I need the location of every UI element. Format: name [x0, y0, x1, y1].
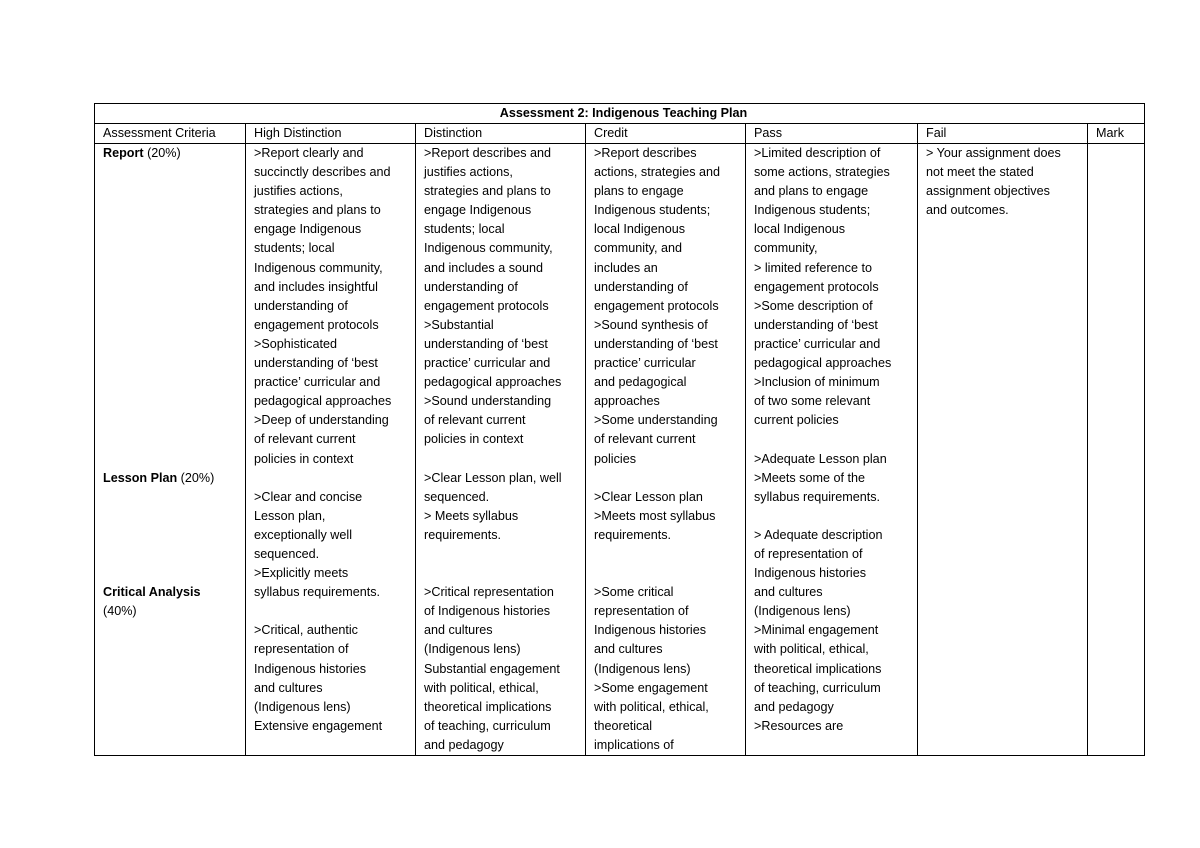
cell-text-line: Indigenous students; [754, 203, 871, 218]
cell-text-line: policies [594, 451, 636, 466]
cell-text-line: of relevant current [254, 432, 356, 447]
table-title: Assessment 2: Indigenous Teaching Plan [95, 104, 1145, 124]
cell-text-line: exceptionally well [254, 527, 353, 542]
cell-text-line: and pedagogy [754, 699, 834, 714]
cell-text-line: and cultures [594, 642, 663, 657]
cell-text-line: strategies and plans to [254, 203, 381, 218]
cell-text-line [754, 430, 917, 449]
header-distinction: Distinction [416, 124, 586, 144]
header-pass: Pass [746, 124, 918, 144]
criteria-cell [95, 144, 246, 756]
cell-text-line: of relevant current [594, 432, 696, 447]
cell-text-line: sequenced. [424, 489, 490, 504]
cell-text-line: > Your assignment does [926, 146, 1061, 160]
cell-text-line: and pedagogy [424, 737, 504, 752]
distinction-cell [416, 144, 586, 756]
cell-text-line: with political, ethical, [594, 699, 709, 714]
cell-text-line: >Clear Lesson plan [594, 489, 703, 504]
cell-text-line: engage Indigenous [424, 203, 532, 218]
cell-text-line: Indigenous histories [754, 566, 867, 581]
header-credit: Credit [586, 124, 746, 144]
criterion-name: Critical Analysis [103, 585, 201, 600]
cell-text-line: and plans to engage [754, 184, 869, 199]
cell-text-line: (Indigenous lens) [754, 604, 851, 619]
cell-text-line: engagement protocols [424, 298, 549, 313]
cell-text-line: policies in context [254, 451, 354, 466]
criterion-lesson-plan [103, 469, 245, 488]
cell-text-line [594, 564, 745, 583]
cell-text-line: not meet the stated [926, 165, 1034, 180]
cell-text-line: of two some relevant [754, 394, 871, 409]
cell-text-line: sequenced. [254, 546, 320, 561]
cell-text-line: of representation of [754, 546, 863, 561]
cell-text-line: requirements. [594, 527, 671, 542]
cell-text-line: and outcomes. [926, 203, 1009, 218]
cell-text-line: understanding of [424, 279, 518, 294]
header-mark: Mark [1088, 124, 1145, 144]
cell-text-line: succinctly describes and [254, 165, 391, 180]
criterion-critical-analysis [103, 583, 245, 621]
cell-text-line: implications of [594, 737, 674, 752]
cell-text-line: understanding of ‘best [424, 336, 548, 351]
cell-text-line: >Limited description of [754, 146, 881, 160]
cell-text-line: pedagogical approaches [424, 375, 562, 390]
cell-text-line: >Some engagement [594, 680, 708, 695]
cell-text-line: representation of [594, 604, 689, 619]
cell-text-line: and cultures [424, 623, 493, 638]
cell-text-line: >Explicitly meets [254, 566, 349, 581]
cell-text-line: requirements. [424, 527, 501, 542]
cell-text-line: students; local [254, 241, 335, 256]
cell-text-line [424, 564, 585, 583]
cell-text-line: and pedagogical [594, 375, 687, 390]
cell-text-line: community, [754, 241, 818, 256]
cell-text-line [594, 545, 745, 564]
cell-text-line: actions, strategies and [594, 165, 721, 180]
cell-text-line: Indigenous community, [424, 241, 553, 256]
cell-text-line: > Meets syllabus [424, 508, 519, 523]
fail-cell [918, 144, 1088, 756]
cell-text-line: understanding of [594, 279, 688, 294]
cell-text-line: representation of [254, 642, 349, 657]
rubric-body-row [95, 144, 1145, 756]
cell-text-line: >Adequate Lesson plan [754, 451, 887, 466]
cell-text-line: understanding of ‘best [594, 336, 718, 351]
cell-text-line: >Some understanding [594, 413, 718, 428]
cell-text-line: >Minimal engagement [754, 623, 879, 638]
cell-text-line: understanding of ‘best [754, 317, 878, 332]
cell-text-line: community, and [594, 241, 682, 256]
cell-text-line: (Indigenous lens) [424, 642, 521, 657]
cell-text-line: current policies [754, 413, 839, 428]
cell-text-line: >Some description of [754, 298, 873, 313]
cell-text-line: engage Indigenous [254, 222, 362, 237]
cell-text-line [754, 507, 917, 526]
cell-text-line: >Substantial [424, 317, 494, 332]
cell-text-line: Substantial engagement [424, 661, 560, 676]
cell-text-line: assignment objectives [926, 184, 1050, 199]
cell-text-line: >Report clearly and [254, 146, 364, 160]
cell-text-line: understanding of ‘best [254, 356, 378, 371]
cell-text-line: justifies actions, [424, 165, 513, 180]
cell-text-line: syllabus requirements. [754, 489, 880, 504]
cell-text-line: justifies actions, [254, 184, 343, 199]
cell-text-line: local Indigenous [594, 222, 686, 237]
cell-text-line: (Indigenous lens) [254, 699, 351, 714]
cell-text-line: of teaching, curriculum [754, 680, 881, 695]
rubric-table [94, 103, 1145, 756]
cell-text-line: > Adequate description [754, 527, 883, 542]
cell-text-line: practice’ curricular [594, 356, 696, 371]
cell-text-line [424, 545, 585, 564]
cell-text-line: Indigenous community, [254, 260, 383, 275]
cell-text-line: of teaching, curriculum [424, 718, 551, 733]
header-row [95, 124, 1145, 144]
cell-text-line: theoretical [594, 718, 653, 733]
criterion-weight: (20%) [177, 470, 215, 485]
cell-text-line: >Critical, authentic [254, 623, 358, 638]
cell-text-line: local Indigenous [754, 222, 846, 237]
cell-text-line: Indigenous students; [594, 203, 711, 218]
cell-text-line: and includes insightful [254, 279, 378, 294]
cell-text-line: plans to engage [594, 184, 684, 199]
title-row [95, 104, 1145, 124]
header-high-distinction: High Distinction [246, 124, 416, 144]
cell-text-line: policies in context [424, 432, 524, 447]
criterion-name: Lesson Plan [103, 470, 178, 485]
cell-text-line: engagement protocols [254, 317, 379, 332]
cell-text-line [254, 602, 415, 621]
criterion-weight: (40%) [103, 604, 137, 619]
cell-text-line: >Sound understanding [424, 394, 552, 409]
header-assessment-criteria: Assessment Criteria [95, 124, 246, 144]
cell-text-line: and includes a sound [424, 260, 544, 275]
cell-text-line: understanding of [254, 298, 348, 313]
cell-text-line: >Sophisticated [254, 336, 337, 351]
cell-text-line: >Inclusion of minimum [754, 375, 880, 390]
cell-text-line: students; local [424, 222, 505, 237]
cell-text-line: Extensive engagement [254, 718, 383, 733]
cell-text-line: >Report describes and [424, 146, 552, 160]
header-fail: Fail [918, 124, 1088, 144]
cell-text-line: of Indigenous histories [424, 604, 551, 619]
cell-text-line: >Sound synthesis of [594, 317, 708, 332]
pass-cell [746, 144, 918, 756]
cell-text-line: >Meets some of the [754, 470, 865, 485]
criterion-report [103, 144, 245, 163]
cell-text-line: syllabus requirements. [254, 585, 380, 600]
cell-text-line: Lesson plan, [254, 508, 326, 523]
cell-text-line: practice’ curricular and [254, 375, 381, 390]
cell-text-line: includes an [594, 260, 658, 275]
cell-text-line: engagement protocols [754, 279, 879, 294]
cell-text-line: strategies and plans to [424, 184, 551, 199]
cell-text-line: theoretical implications [754, 661, 882, 676]
cell-text-line: pedagogical approaches [754, 356, 892, 371]
cell-text-line: theoretical implications [424, 699, 552, 714]
cell-text-line: engagement protocols [594, 298, 719, 313]
cell-text-line: and cultures [754, 585, 823, 600]
cell-text-line: with political, ethical, [754, 642, 869, 657]
credit-cell [586, 144, 746, 756]
cell-text-line: with political, ethical, [424, 680, 539, 695]
cell-text-line: >Resources are [754, 718, 844, 733]
cell-text-line: >Clear and concise [254, 489, 363, 504]
criterion-weight: (20%) [143, 146, 181, 160]
cell-text-line: some actions, strategies [754, 165, 890, 180]
cell-text-line: Indigenous histories [594, 623, 707, 638]
cell-text-line: >Critical representation [424, 585, 554, 600]
cell-text-line: >Some critical [594, 585, 674, 600]
cell-text-line: pedagogical approaches [254, 394, 392, 409]
cell-text-line: >Meets most syllabus [594, 508, 716, 523]
cell-text-line [594, 469, 745, 488]
cell-text-line: (Indigenous lens) [594, 661, 691, 676]
cell-text-line: practice’ curricular and [754, 336, 881, 351]
cell-text-line: >Deep of understanding [254, 413, 389, 428]
cell-text-line: practice’ curricular and [424, 356, 551, 371]
cell-text-line: >Clear Lesson plan, well [424, 470, 562, 485]
cell-text-line: and cultures [254, 680, 323, 695]
cell-text-line: of relevant current [424, 413, 526, 428]
cell-text-line: > limited reference to [754, 260, 872, 275]
cell-text-line: approaches [594, 394, 660, 409]
cell-text-line [254, 469, 415, 488]
cell-text-line: Indigenous histories [254, 661, 367, 676]
cell-text-line: >Report describes [594, 146, 697, 160]
cell-text-line [424, 450, 585, 469]
high-distinction-cell [246, 144, 416, 756]
mark-cell [1088, 144, 1145, 756]
criterion-name: Report [103, 146, 144, 160]
